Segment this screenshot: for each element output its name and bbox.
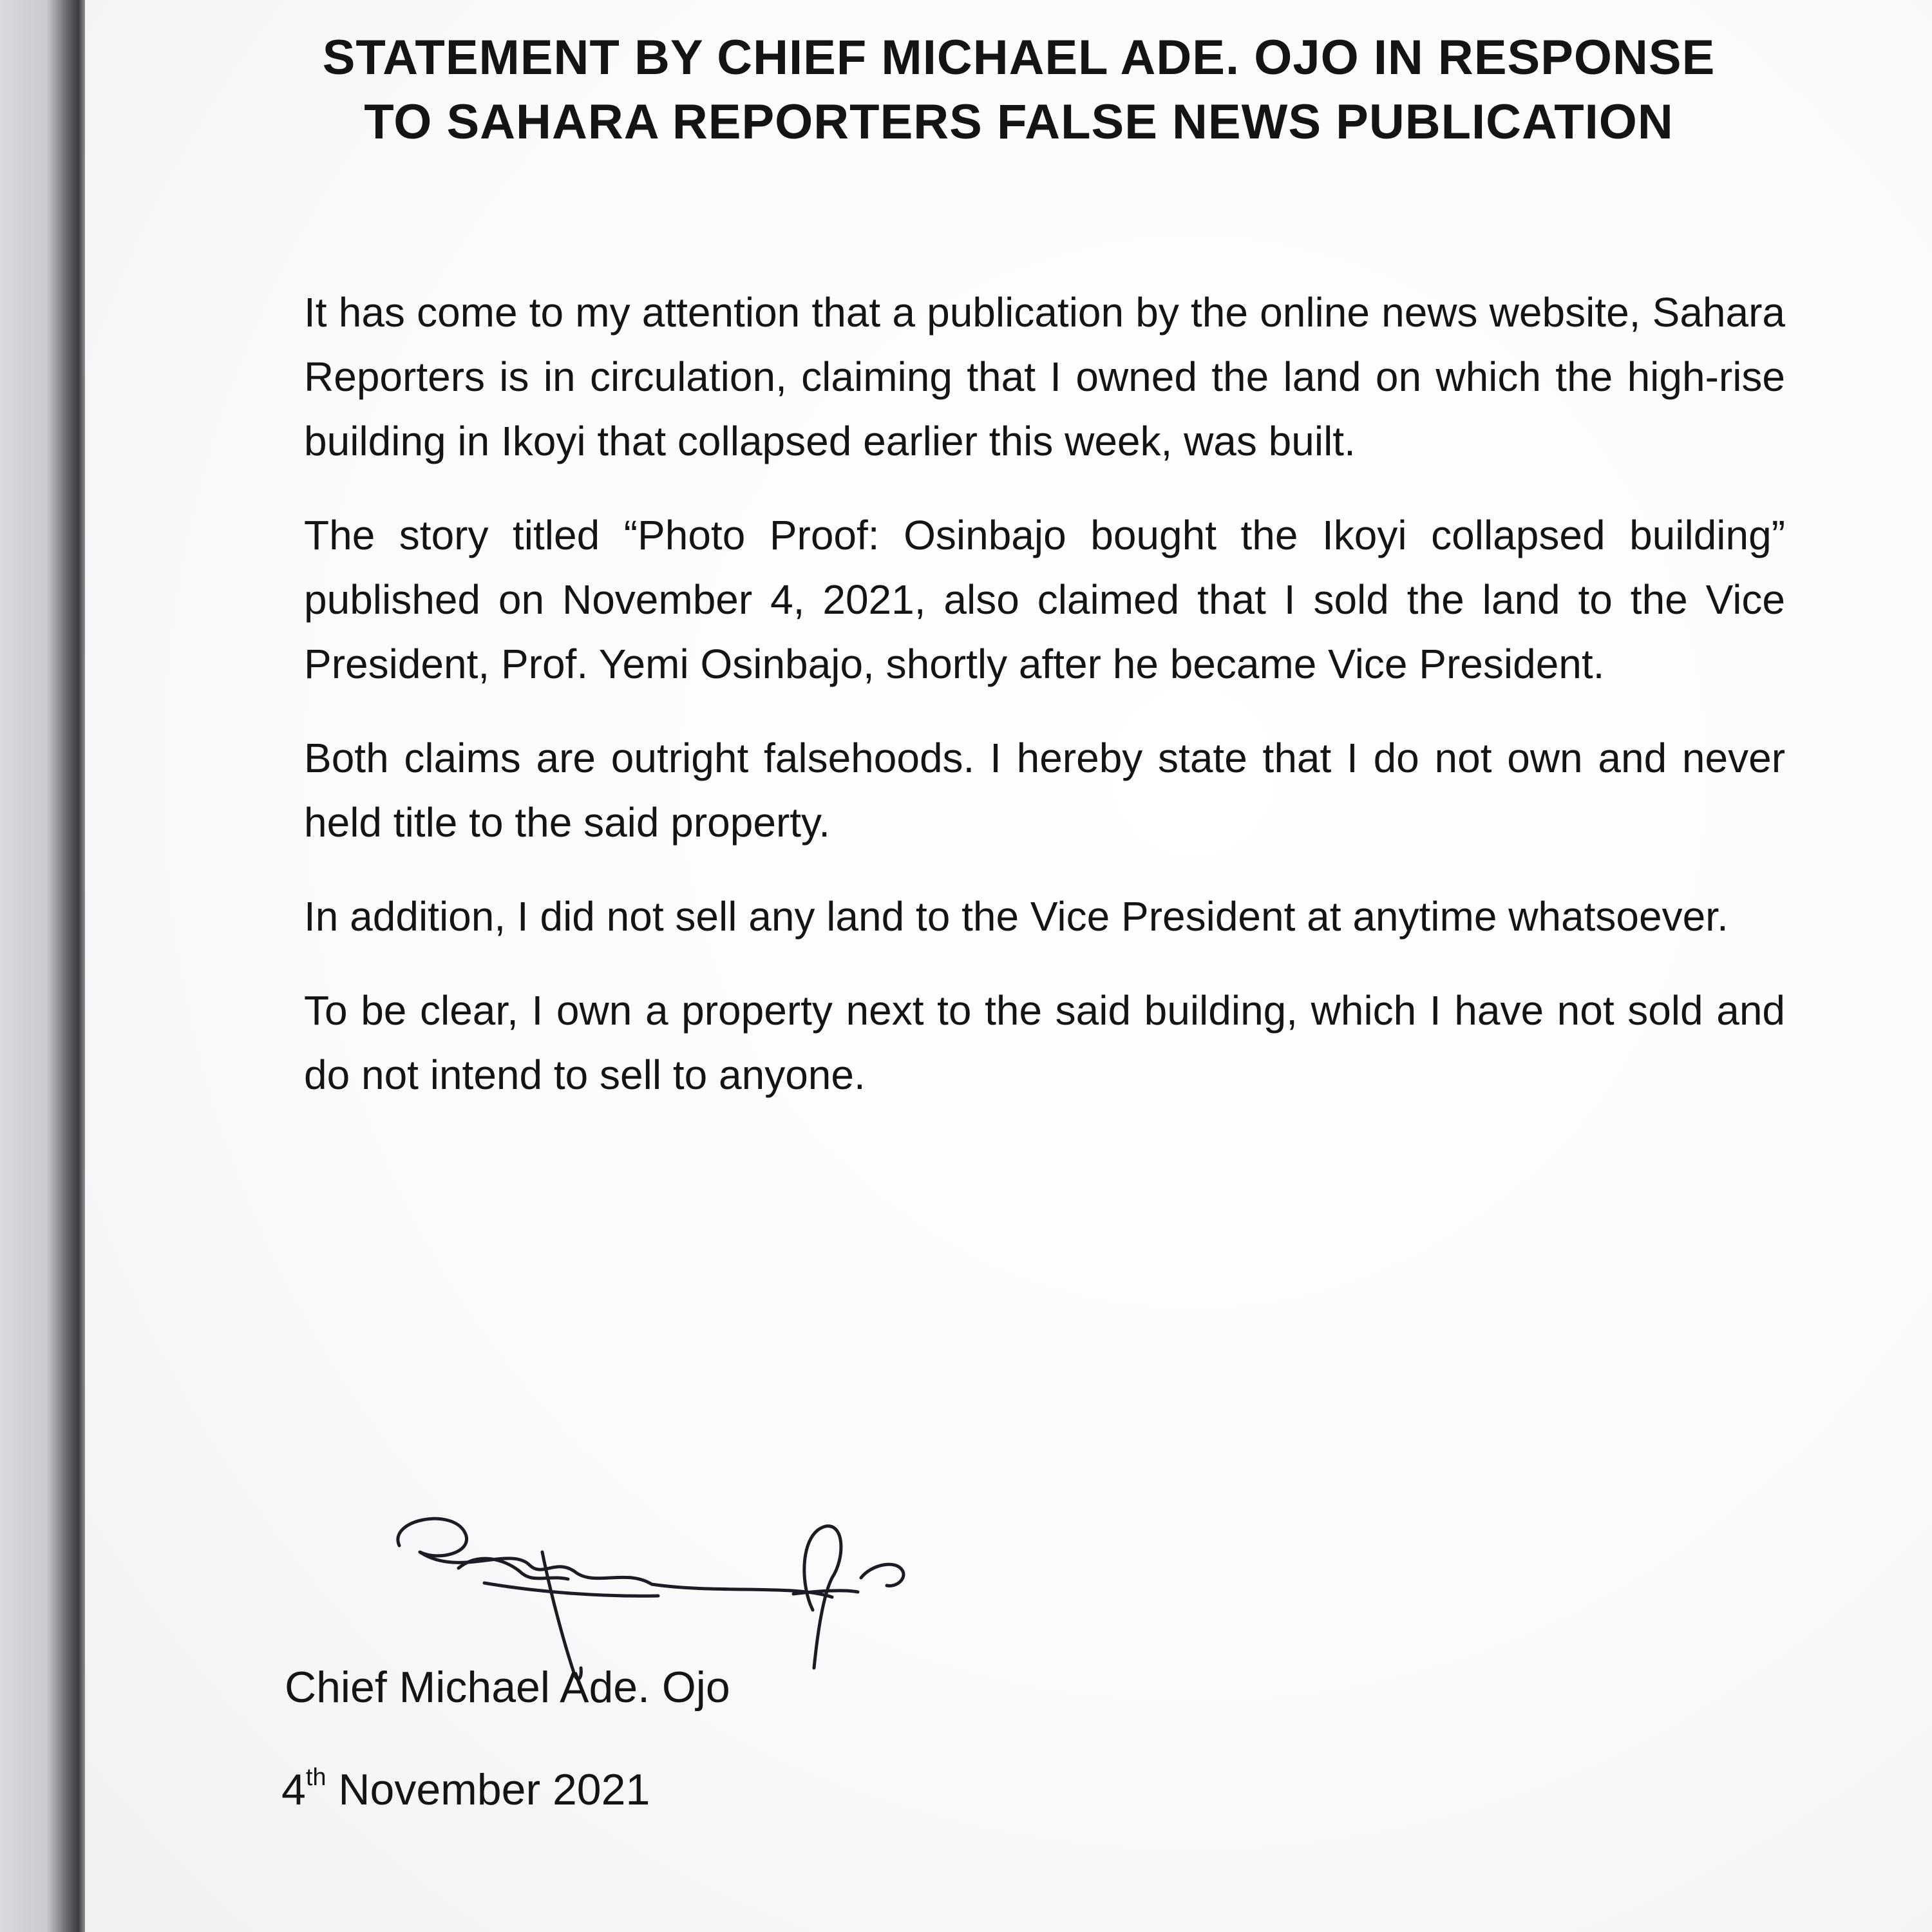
title-line-1: STATEMENT BY CHIEF MICHAEL ADE. OJO IN RESPONSE bbox=[322, 30, 1716, 85]
signer-name: Chief Michael Ade. Ojo bbox=[285, 1663, 730, 1712]
page-edge-shadow bbox=[0, 0, 85, 1932]
paragraph-no-sale: In addition, I did not sell any land to the Vice President at anytime whatsoever. bbox=[304, 893, 1728, 940]
statement-title bbox=[285, 26, 1753, 155]
date-suffix: th bbox=[305, 1764, 327, 1791]
date-month-year: November 2021 bbox=[326, 1765, 650, 1814]
title-line-2: TO SAHARA REPORTERS FALSE NEWS PUBLICATION bbox=[364, 95, 1674, 149]
statement-date bbox=[281, 1748, 650, 1819]
paragraph-clarification: To be clear, I own a property next to the said building, which I have not sold and do not intend to sell to anyone. bbox=[304, 987, 1785, 1098]
paragraph-attention: It has come to my attention that a publication by the online news website, Sahara Reporters is in circulation, claiming that I owned the land on which the high-rise building in Ikoyi that collapsed earlier this week, was built. bbox=[304, 289, 1785, 464]
statement-page bbox=[85, 0, 1932, 1932]
date-day: 4 bbox=[281, 1765, 306, 1814]
paragraph-story-claim: The story titled “Photo Proof: Osinbajo bought the Ikoyi collapsed building” published on November 4, 2021, also claimed that I sold the land to the Vice President, Prof. Yemi Osinbajo, shortly after he became Vice President. bbox=[304, 512, 1785, 687]
paragraph-denial: Both claims are outright falsehoods. I hereby state that I do not own and never held title to the said property. bbox=[304, 735, 1785, 846]
statement-body bbox=[304, 280, 1785, 1137]
